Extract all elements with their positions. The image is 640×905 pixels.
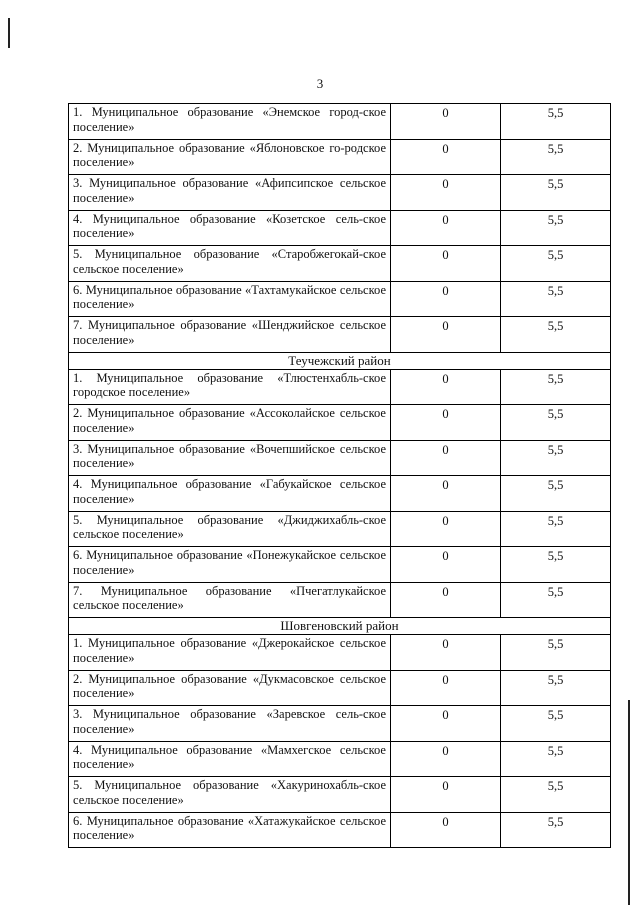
municipality-name-cell: 4. Муниципальное образование «Мамхегское сельское поселение» [69, 741, 391, 777]
municipality-name-cell: 5. Муниципальное образование «Старобжегокай-ское сельское поселение» [69, 246, 391, 282]
value-cell-2: 5,5 [501, 777, 611, 813]
table-row [69, 741, 611, 777]
municipality-name-cell: 1. Муниципальное образование «Энемское город-ское поселение» [69, 104, 391, 140]
value-cell-1: 0 [391, 812, 501, 848]
municipality-name-cell: 7. Муниципальное образование «Шенджийское сельское поселение» [69, 317, 391, 353]
value-cell-2: 5,5 [501, 547, 611, 583]
district-header: Шовгеновский район [69, 618, 611, 635]
municipality-name-cell: 3. Муниципальное образование «Заревское сель-ское поселение» [69, 706, 391, 742]
value-cell-2: 5,5 [501, 440, 611, 476]
value-cell-2: 5,5 [501, 511, 611, 547]
municipality-name-cell: 4. Муниципальное образование «Козетское сель-ское поселение» [69, 210, 391, 246]
table-row [69, 476, 611, 512]
table-row [69, 175, 611, 211]
page-number: 3 [316, 76, 324, 91]
value-cell-1: 0 [391, 139, 501, 175]
value-cell-1: 0 [391, 670, 501, 706]
value-cell-1: 0 [391, 104, 501, 140]
value-cell-2: 5,5 [501, 635, 611, 671]
table-row [69, 104, 611, 140]
value-cell-1: 0 [391, 777, 501, 813]
municipality-name-cell: 5. Муниципальное образование «Джиджихабль-ское сельское поселение» [69, 511, 391, 547]
municipality-name-cell: 2. Муниципальное образование «Ассоколайское сельское поселение» [69, 405, 391, 441]
value-cell-1: 0 [391, 511, 501, 547]
municipality-name-cell: 2. Муниципальное образование «Яблоновское го-родское поселение» [69, 139, 391, 175]
table-row [69, 635, 611, 671]
municipality-name-cell: 1. Муниципальное образование «Джерокайское сельское поселение» [69, 635, 391, 671]
table-row [69, 670, 611, 706]
table-row [69, 511, 611, 547]
district-header: Теучежский район [69, 352, 611, 369]
value-cell-1: 0 [391, 547, 501, 583]
value-cell-1: 0 [391, 369, 501, 405]
value-cell-2: 5,5 [501, 741, 611, 777]
municipality-name-cell: 4. Муниципальное образование «Габукайское сельское поселение» [69, 476, 391, 512]
value-cell-1: 0 [391, 405, 501, 441]
municipality-name-cell: 6. Муниципальное образование «Тахтамукайское сельское поселение» [69, 281, 391, 317]
table-row [69, 582, 611, 618]
value-cell-1: 0 [391, 741, 501, 777]
value-cell-1: 0 [391, 440, 501, 476]
table-row [69, 317, 611, 353]
municipality-name-cell: 5. Муниципальное образование «Хакуринохабль-ское сельское поселение» [69, 777, 391, 813]
table-row [69, 139, 611, 175]
table-row [69, 246, 611, 282]
table-row [69, 547, 611, 583]
municipality-name-cell: 7. Муниципальное образование «Пчегатлукайское сельское поселение» [69, 582, 391, 618]
municipality-name-cell: 6. Муниципальное образование «Понежукайское сельское поселение» [69, 547, 391, 583]
value-cell-1: 0 [391, 582, 501, 618]
value-cell-2: 5,5 [501, 175, 611, 211]
value-cell-1: 0 [391, 210, 501, 246]
value-cell-1: 0 [391, 706, 501, 742]
district-header-row [69, 352, 611, 369]
municipal-table [68, 103, 611, 848]
table-row [69, 281, 611, 317]
value-cell-2: 5,5 [501, 281, 611, 317]
value-cell-2: 5,5 [501, 476, 611, 512]
scan-margin-mark-left [8, 18, 10, 48]
municipality-name-cell: 3. Муниципальное образование «Вочепшийское сельское поселение» [69, 440, 391, 476]
value-cell-2: 5,5 [501, 582, 611, 618]
municipal-table-body [69, 104, 611, 848]
value-cell-1: 0 [391, 317, 501, 353]
value-cell-2: 5,5 [501, 139, 611, 175]
table-row [69, 812, 611, 848]
table-row [69, 210, 611, 246]
value-cell-2: 5,5 [501, 812, 611, 848]
municipality-name-cell: 3. Муниципальное образование «Афипсипское сельское поселение» [69, 175, 391, 211]
value-cell-1: 0 [391, 175, 501, 211]
table-row [69, 440, 611, 476]
value-cell-2: 5,5 [501, 246, 611, 282]
table-row [69, 405, 611, 441]
municipality-name-cell: 6. Муниципальное образование «Хатажукайское сельское поселение» [69, 812, 391, 848]
table-row [69, 369, 611, 405]
municipality-name-cell: 2. Муниципальное образование «Дукмасовское сельское поселение» [69, 670, 391, 706]
value-cell-2: 5,5 [501, 369, 611, 405]
value-cell-1: 0 [391, 246, 501, 282]
table-row [69, 706, 611, 742]
value-cell-2: 5,5 [501, 405, 611, 441]
value-cell-2: 5,5 [501, 670, 611, 706]
value-cell-1: 0 [391, 281, 501, 317]
value-cell-2: 5,5 [501, 104, 611, 140]
municipality-name-cell: 1. Муниципальное образование «Тлюстенхабль-ское городское поселение» [69, 369, 391, 405]
value-cell-2: 5,5 [501, 706, 611, 742]
district-header-row [69, 618, 611, 635]
value-cell-1: 0 [391, 635, 501, 671]
value-cell-2: 5,5 [501, 210, 611, 246]
table-row [69, 777, 611, 813]
value-cell-1: 0 [391, 476, 501, 512]
value-cell-2: 5,5 [501, 317, 611, 353]
scan-margin-mark-right [628, 700, 630, 905]
